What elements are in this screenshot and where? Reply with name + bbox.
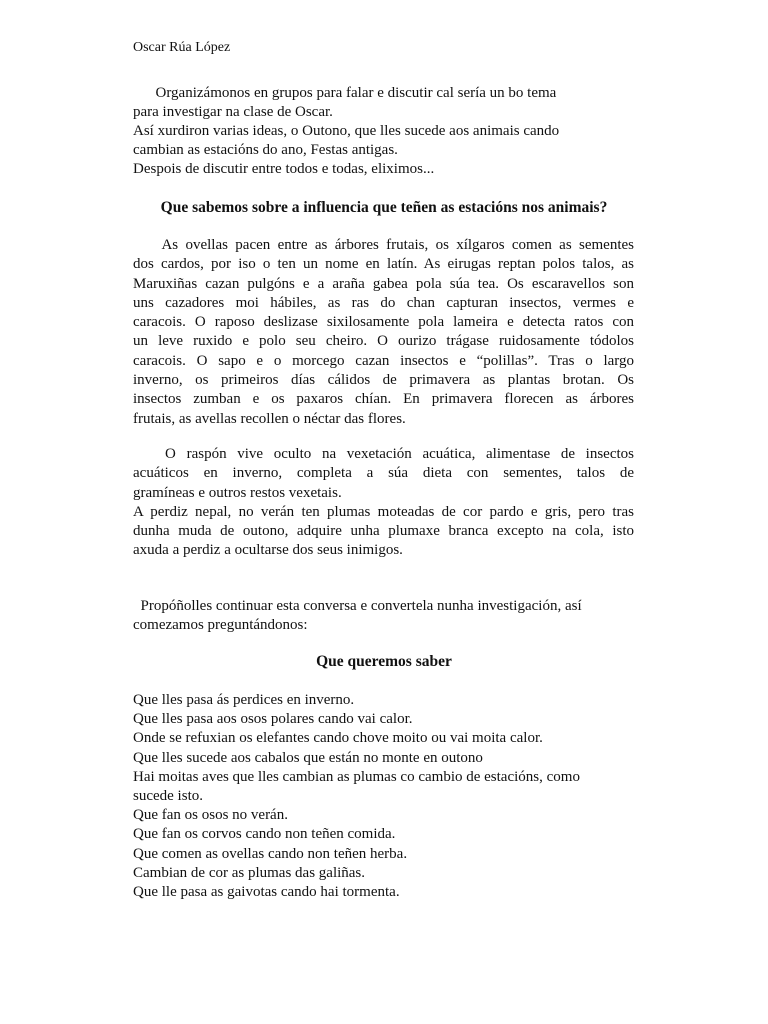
intro-line: para investigar na clase de Oscar. <box>133 104 333 120</box>
paragraph-birds <box>133 445 634 561</box>
question-item: Cambian de cor as plumas das galiñas. <box>133 864 366 881</box>
paragraph-line: insectos zumban e os paxaros chían. En primavera florecen as árbores <box>133 391 634 408</box>
section-heading-influence: Que sabemos sobre a influencia que teñen as estacións nos animais? <box>160 199 608 216</box>
paragraph-line: un leve ruxido e polo seu cheiro. O ourizo trágase ruidosamente tódolos <box>133 333 634 350</box>
intro-line: cambian as estacións do ano, Festas antigas. <box>133 142 398 158</box>
question-item: Hai moitas aves que lles cambian as plumas co cambio de estacións, como <box>133 768 580 785</box>
question-item: Que lles sucede aos cabalos que están no monte en outono <box>133 749 483 766</box>
questions-list <box>133 691 643 902</box>
paragraph-line: gramíneas e outros restos vexetais. <box>133 484 342 501</box>
section-heading-questions: Que queremos saber <box>316 653 452 670</box>
proposal-line: Propóñolles continuar esta conversa e convertela nunha investigación, así <box>133 598 582 614</box>
paragraph-line: acuáticos en inverno, completa a súa dieta con sementes, talos de <box>133 465 634 482</box>
paragraph-line: caracois. O raposo deslizase sixilosamente pola lameira e detecta ratos con <box>133 314 634 331</box>
paragraph-line: dunha muda de outono, adquire unha plumaxe branca excepto na cola, isto <box>133 523 634 540</box>
question-item: Que lles pasa ás perdices en inverno. <box>133 692 355 708</box>
question-item: Que fan os osos no verán. <box>133 807 288 824</box>
question-item: Que lles pasa aos osos polares cando vai calor. <box>133 711 413 728</box>
author-name: Oscar Rúa López <box>133 40 231 55</box>
paragraph-line: As ovellas pacen entre as árbores frutais, os xílgaros comen as sementes <box>133 237 634 253</box>
intro-line: Despois de discutir entre todos e todas, eliximos... <box>133 161 435 177</box>
paragraph-line: inverno, os primeiros días cálidos de primavera as plantas brotan. Os <box>133 372 634 389</box>
paragraph-line: uns cazadores moi hábiles, as ras do chan capturan insectos, vermes e <box>133 294 634 311</box>
proposal-paragraph <box>133 597 634 635</box>
proposal-line: comezamos preguntándonos: <box>133 617 308 633</box>
question-item: sucede isto. <box>133 788 203 805</box>
question-item: Que comen as ovellas cando non teñen herba. <box>133 845 408 862</box>
paragraph-line: frutais, as avellas recollen o néctar das flores. <box>133 410 406 427</box>
paragraph-line: Maruxiñas cazan pulgóns e a araña gabea pola súa tea. Os escaravellos son <box>133 275 634 292</box>
paragraph-line: dos cardos, por iso o ten un nome en latín. As eirugas reptan polos talos, as <box>133 256 634 273</box>
question-item: Que lle pasa as gaivotas cando hai tormenta. <box>133 884 400 901</box>
intro-line: Así xurdiron varias ideas, o Outono, que lles sucede aos animais cando <box>133 123 560 139</box>
intro-paragraph <box>133 84 613 179</box>
paragraph-seasons-animals <box>133 236 634 429</box>
paragraph-line: caracois. O sapo e o morcego cazan insectos e “polillas”. Tras o largo <box>133 352 634 369</box>
question-item: Que fan os corvos cando non teñen comida. <box>133 826 396 843</box>
question-item: Onde se refuxian os elefantes cando chove moito ou vai moita calor. <box>133 730 543 747</box>
paragraph-line: axuda a perdiz a ocultarse dos seus inimigos. <box>133 542 403 559</box>
intro-line: Organizámonos en grupos para falar e discutir cal sería un bo tema <box>133 85 557 101</box>
paragraph-line: A perdiz nepal, no verán ten plumas moteadas de cor pardo e gris, pero tras <box>133 503 634 520</box>
paragraph-line: O raspón vive oculto na vexetación acuática, alimentase de insectos <box>133 446 634 462</box>
